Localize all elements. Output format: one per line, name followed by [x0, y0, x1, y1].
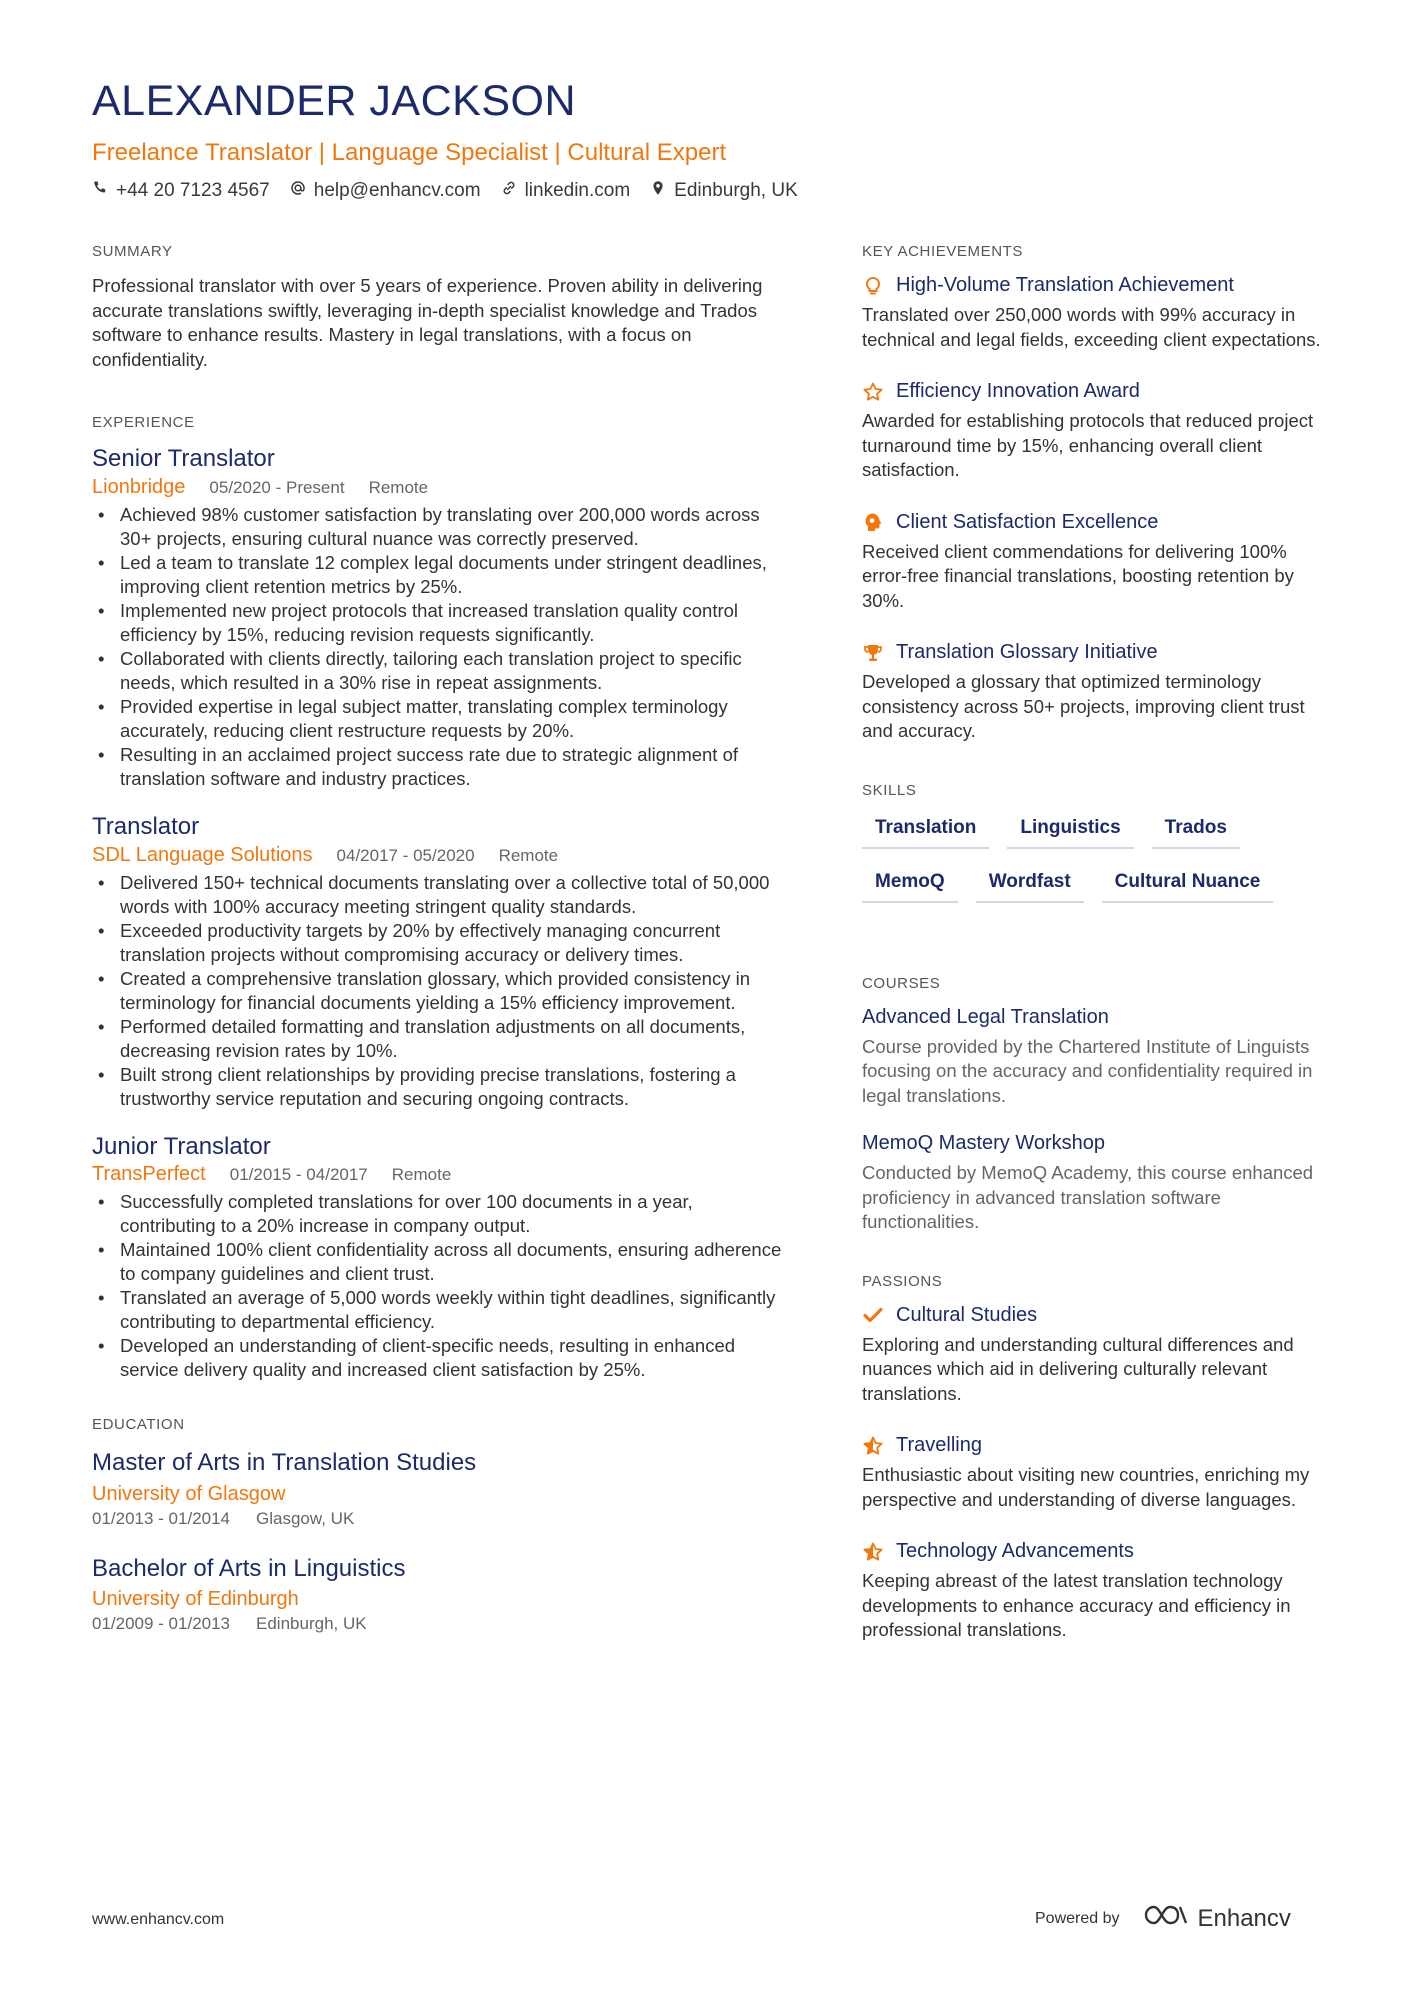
job-company: TransPerfect: [92, 1163, 206, 1186]
skill-tag: Translation: [862, 813, 989, 849]
education-entry: [92, 1553, 792, 1634]
half-star-icon: [862, 1435, 884, 1457]
education-meta: [92, 1509, 792, 1529]
section-title: COURSES: [862, 974, 941, 992]
job-entry: [92, 813, 792, 1111]
bullet-item: • Successfully completed translations for over 100 documents in a year, contributing to a 20% increase in company output.: [92, 1190, 792, 1238]
footer-branding: [1035, 1902, 1291, 1935]
degree-title: Bachelor of Arts in Linguistics: [92, 1554, 406, 1582]
job-title: Translator: [92, 812, 200, 840]
check-icon: [862, 1304, 884, 1326]
achievement-item: [862, 274, 1332, 352]
courses-section: [862, 975, 1332, 1235]
brand-name: Enhancv: [1197, 1904, 1291, 1932]
passion-title: Travelling: [896, 1434, 982, 1456]
bullet-item: • Collaborated with clients directly, tailoring each translation project to specific needs, which resulted in a 30% rise in repeat assignments.: [92, 647, 792, 695]
contact-linkedin[interactable]: [501, 180, 631, 202]
job-title: Junior Translator: [92, 1132, 271, 1160]
section-title: EDUCATION: [92, 1416, 185, 1434]
left-column: [92, 243, 792, 1676]
job-meta: [92, 476, 792, 499]
bullet-item: • Provided expertise in legal subject matter, translating complex terminology accurately, reducing client restructure requests by 20%.: [92, 695, 792, 743]
head-icon: [862, 511, 884, 533]
achievement-item: [862, 641, 1332, 744]
job-dates: 05/2020 - Present: [209, 477, 345, 497]
contact-location: [650, 180, 798, 202]
bullet-item: • Resulting in an acclaimed project success rate due to strategic alignment of translation software and industry practices.: [92, 743, 792, 791]
job-dates: 04/2017 - 05/2020: [336, 845, 475, 865]
skill-tag: Trados: [1152, 813, 1240, 849]
bullet-item: • Exceeded productivity targets by 20% by effectively managing concurrent translation projects without compromising accuracy or delivery times.: [92, 919, 792, 967]
bullet-item: • Translated an average of 5,000 words weekly within tight deadlines, significantly contributing to departmental efficiency.: [92, 1286, 792, 1334]
skill-tag: Linguistics: [1007, 813, 1133, 849]
skill-tag: Wordfast: [976, 867, 1084, 903]
education-location: Edinburgh, UK: [256, 1613, 367, 1633]
at-icon: [290, 180, 306, 202]
trophy-icon: [862, 642, 884, 664]
skill-tag: MemoQ: [862, 867, 958, 903]
brand-logo[interactable]: [1142, 1902, 1291, 1935]
star-icon: [862, 381, 884, 403]
powered-by-text: Powered by: [1035, 1909, 1120, 1927]
education-location: Glasgow, UK: [256, 1508, 355, 1528]
contact-email[interactable]: [290, 180, 481, 202]
phone-text: +44 20 7123 4567: [116, 180, 270, 202]
contact-bar: [92, 180, 1322, 202]
achievement-item: [862, 511, 1332, 614]
bullet-item: • Achieved 98% customer satisfaction by translating over 200,000 words across 30+ projects, ensuring cultural nuance was correctly preserved.: [92, 503, 792, 551]
section-title: PASSIONS: [862, 1272, 943, 1290]
achievement-description: Received client commendations for delivering 100% error-free financial translations, boosting retention by 30%.: [862, 540, 1294, 611]
achievement-item: [862, 380, 1332, 483]
passions-section: [862, 1273, 1332, 1643]
course-description: Course provided by the Chartered Institute of Linguists focusing on the accuracy and confidentiality required in legal translations.: [862, 1035, 1313, 1106]
lightbulb-icon: [862, 275, 884, 297]
job-entry: [92, 1133, 792, 1383]
course-item: [862, 1006, 1332, 1109]
degree-title: Master of Arts in Translation Studies: [92, 1449, 477, 1477]
job-company: Lionbridge: [92, 475, 186, 498]
location-text: Edinburgh, UK: [674, 180, 798, 202]
education-dates: 01/2009 - 01/2013: [92, 1613, 231, 1633]
section-title: SUMMARY: [92, 243, 173, 260]
achievement-description: Translated over 250,000 words with 99% accuracy in technical and legal fields, exceeding client expectations.: [862, 304, 1321, 350]
achievement-description: Developed a glossary that optimized terminology consistency across 50+ projects, improving client trust and accuracy.: [862, 671, 1305, 741]
passion-description: Keeping abreast of the latest translation technology developments to enhance accuracy and efficiency in professional translations.: [862, 1570, 1291, 1640]
job-location: Remote: [368, 477, 429, 497]
education-section: [92, 1416, 792, 1633]
achievements-section: [862, 243, 1332, 744]
section-title: KEY ACHIEVEMENTS: [862, 243, 1024, 260]
section-title: SKILLS: [862, 781, 917, 799]
achievement-title: Client Satisfaction Excellence: [896, 510, 1159, 533]
job-company: SDL Language Solutions: [92, 843, 313, 866]
bullet-item: • Led a team to translate 12 complex legal documents under stringent deadlines, improving client retention metrics by 25%.: [92, 551, 792, 599]
achievement-description: Awarded for establishing protocols that reduced project turnaround time by 15%, enhancing overall client satisfaction.: [862, 410, 1314, 480]
course-item: [862, 1132, 1332, 1235]
bullet-item: • Created a comprehensive translation glossary, which provided consistency in terminology for financial documents yielding a 15% efficiency improvement.: [92, 967, 792, 1015]
enhancv-logo-icon: [1142, 1902, 1190, 1935]
achievement-title: Translation Glossary Initiative: [896, 641, 1158, 663]
course-description: Conducted by MemoQ Academy, this course enhanced proficiency in advanced translation software functionalities.: [862, 1162, 1314, 1232]
location-pin-icon: [650, 180, 666, 202]
skills-section: [862, 782, 1332, 903]
job-bullets: [92, 1190, 792, 1382]
job-location: Remote: [498, 845, 559, 865]
job-meta: [92, 844, 792, 867]
job-bullets: [92, 871, 792, 1111]
bullet-item: • Maintained 100% client confidentiality across all documents, ensuring adherence to company guidelines and client trust.: [92, 1238, 792, 1286]
passion-item: [862, 1304, 1332, 1407]
bullet-item: • Performed detailed formatting and translation adjustments on all documents, decreasing revision rates by 10%.: [92, 1015, 792, 1063]
passion-item: [862, 1540, 1332, 1643]
education-entry: [92, 1447, 792, 1528]
footer-website[interactable]: www.enhancv.com: [92, 1911, 225, 1928]
summary-text: Professional translator with over 5 years of experience. Proven ability in delivering accurate translations swiftly, leveraging in-depth specialist knowledge and Trados software to enhance results. Mastery in legal translations, with a focus on confidentiality.: [92, 275, 763, 370]
candidate-name: ALEXANDER JACKSON: [92, 77, 577, 125]
school-name: University of Edinburgh: [92, 1587, 299, 1610]
passion-item: [862, 1434, 1332, 1512]
contact-phone[interactable]: [92, 180, 270, 202]
passion-description: Enthusiastic about visiting new countries, enriching my perspective and understanding of diverse languages.: [862, 1464, 1310, 1510]
course-title: Advanced Legal Translation: [862, 1005, 1109, 1028]
bullet-item: • Built strong client relationships by providing precise translations, fostering a trustworthy service reputation and securing ongoing contracts.: [92, 1063, 792, 1111]
email-text: help@enhancv.com: [313, 180, 481, 202]
half-star-icon: [862, 1541, 884, 1563]
job-entry: [92, 445, 792, 791]
job-dates: 01/2015 - 04/2017: [229, 1165, 368, 1185]
headline: Freelance Translator | Language Specialist | Cultural Expert: [92, 139, 727, 167]
achievement-title: Efficiency Innovation Award: [896, 380, 1140, 402]
skill-tag: Cultural Nuance: [1102, 867, 1274, 903]
job-bullets: [92, 503, 792, 791]
bullet-item: • Implemented new project protocols that increased translation quality control efficiency by 15%, reducing revision requests significantly.: [92, 599, 792, 647]
job-location: Remote: [391, 1165, 452, 1185]
phone-icon: [92, 180, 108, 202]
link-icon: [501, 180, 517, 202]
summary-section: [92, 243, 792, 372]
achievement-title: High-Volume Translation Achievement: [896, 274, 1234, 296]
school-name: University of Glasgow: [92, 1482, 286, 1505]
passion-title: Technology Advancements: [896, 1540, 1134, 1562]
job-meta: [92, 1163, 792, 1186]
education-meta: [92, 1614, 792, 1634]
section-title: EXPERIENCE: [92, 414, 195, 431]
experience-section: [92, 414, 792, 1382]
bullet-item: • Delivered 150+ technical documents translating over a collective total of 50,000 words with 100% accuracy meeting stringent quality standards.: [92, 871, 792, 919]
skills-list: [862, 813, 1302, 903]
passion-title: Cultural Studies: [896, 1303, 1038, 1326]
resume-header: [92, 78, 1322, 202]
course-title: MemoQ Mastery Workshop: [862, 1132, 1106, 1154]
right-column: [862, 243, 1332, 1685]
education-dates: 01/2013 - 01/2014: [92, 1508, 231, 1528]
passion-description: Exploring and understanding cultural differences and nuances which aid in delivering culturally relevant translations.: [862, 1333, 1294, 1404]
linkedin-text: linkedin.com: [524, 180, 631, 202]
job-title: Senior Translator: [92, 445, 275, 472]
bullet-item: • Developed an understanding of client-specific needs, resulting in enhanced service delivery quality and increased client satisfaction by 25%.: [92, 1334, 792, 1382]
